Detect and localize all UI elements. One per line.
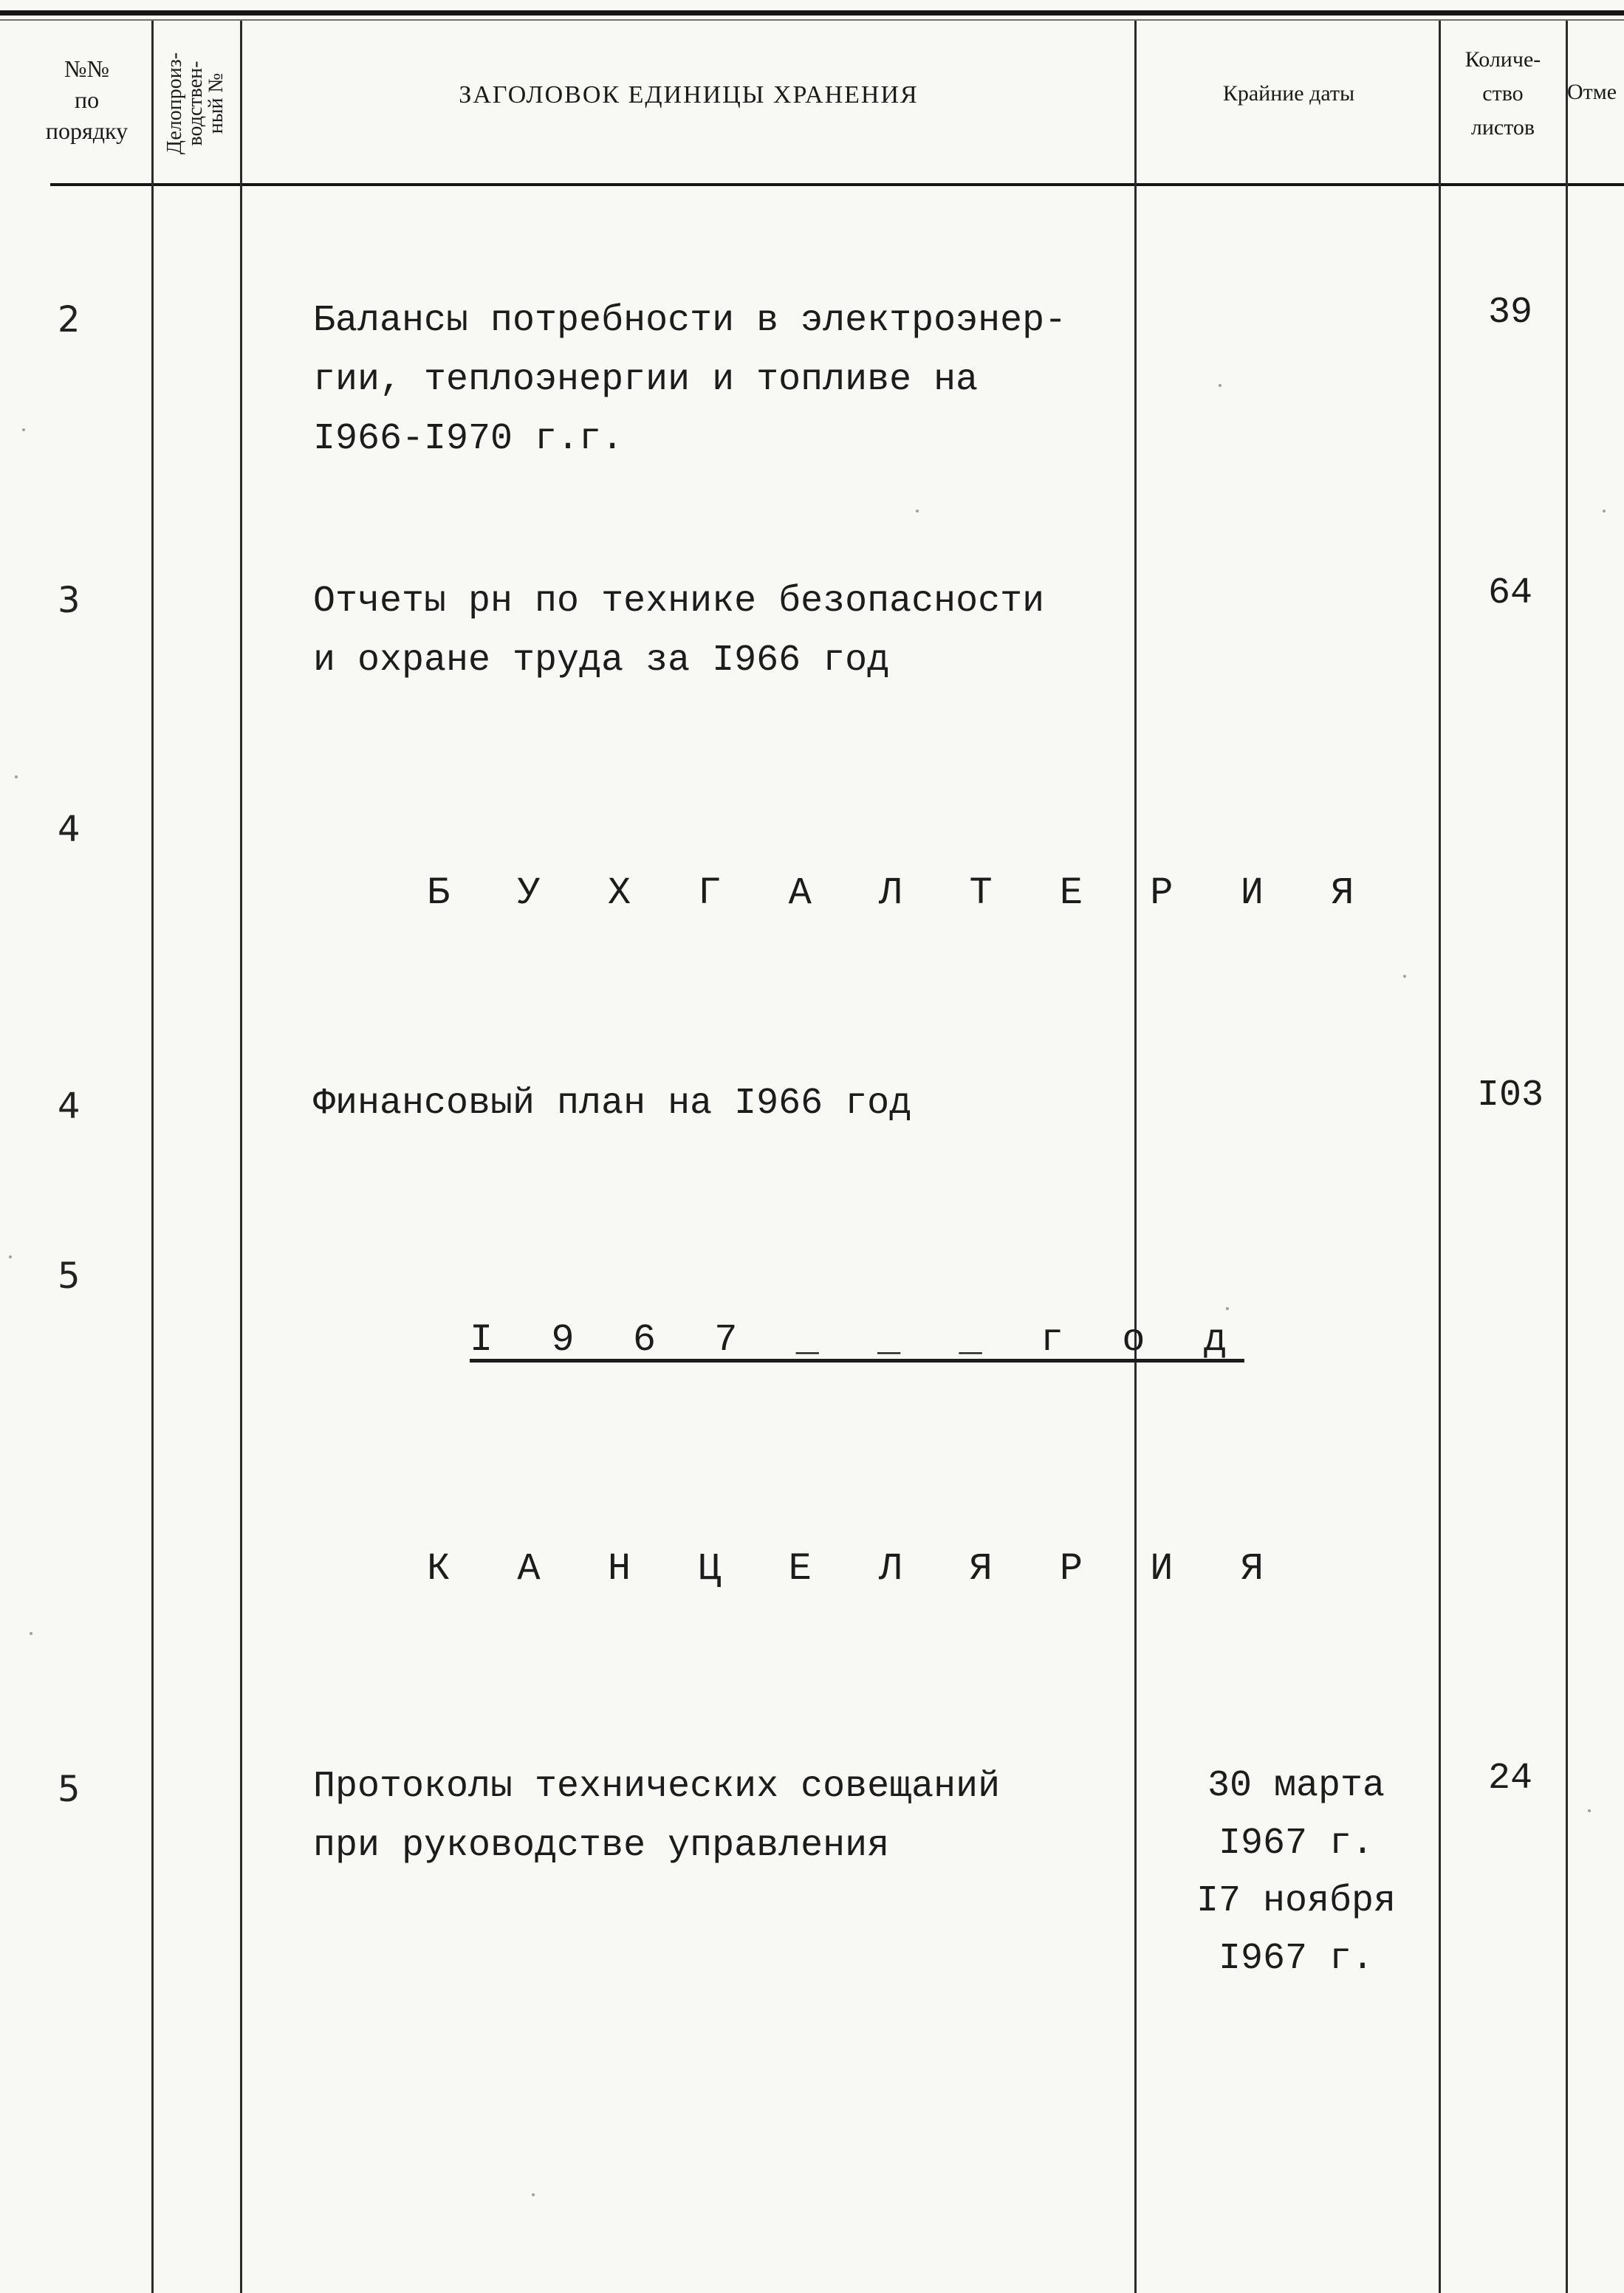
margin-number: 4 (58, 809, 80, 850)
header-rule (50, 183, 1624, 186)
row-number: 3 (58, 580, 80, 621)
top-rule (0, 10, 1624, 16)
col-line-1 (151, 21, 154, 2293)
row-number: 4 (58, 1086, 80, 1127)
row-title: Отчеты рн по технике безопасности и охране труда за I966 год (313, 580, 1045, 682)
scan-speck (1226, 1307, 1229, 1310)
col-line-5 (1566, 21, 1568, 2293)
header-office-number (151, 30, 240, 177)
row-dates: 30 марта I967 г. I7 ноября I967 г. (1196, 1765, 1397, 1980)
row-title: Финансовый план на I966 год (313, 1083, 912, 1125)
scan-speck (9, 1255, 12, 1258)
row-sheet-count: I03 (1476, 1074, 1544, 1117)
header-notes: Отме (1567, 80, 1617, 104)
margin-number: 5 (58, 1255, 80, 1297)
col-line-2 (240, 21, 242, 2293)
header-dates: Крайние даты (1222, 81, 1355, 106)
row-number: 2 (58, 299, 80, 340)
scan-speck (916, 510, 919, 513)
row-sheet-count: 64 (1487, 572, 1532, 614)
scan-speck (15, 775, 18, 778)
section-heading-chancellery: К А Н Ц Е Л Я Р И Я (427, 1547, 1286, 1591)
scan-speck (30, 1632, 32, 1635)
scan-speck (1403, 975, 1406, 978)
header-number: №№ по порядку (45, 55, 129, 144)
scan-speck (22, 428, 25, 431)
scan-speck (532, 2193, 535, 2196)
row-title: Протоколы технических совещаний при руководстве управления (313, 1766, 1001, 1867)
header-title: ЗАГОЛОВОК ЕДИНИЦЫ ХРАНЕНИЯ (459, 81, 919, 109)
scan-speck (1588, 1809, 1591, 1812)
header-sheet-count: Количе- ство листов (1464, 47, 1541, 140)
scan-speck (1219, 384, 1222, 387)
header-office-label: Делопроиз- водствен- ный № (163, 52, 227, 155)
row-title: Балансы потребности в электроэнер- гии, теплоэнергии и топливе на I966-I970 г.г. (313, 300, 1067, 460)
row-sheet-count: 39 (1487, 292, 1532, 334)
row-sheet-count: 24 (1487, 1758, 1532, 1800)
year-heading: I 9 6 7 _ _ _ г о д (470, 1318, 1244, 1362)
top-rule-thin (0, 19, 1624, 21)
row-number: 5 (58, 1769, 80, 1810)
scan-speck (1603, 510, 1606, 513)
section-heading-bookkeeping: Б У Х Г А Л Т Е Р И Я (427, 871, 1377, 915)
